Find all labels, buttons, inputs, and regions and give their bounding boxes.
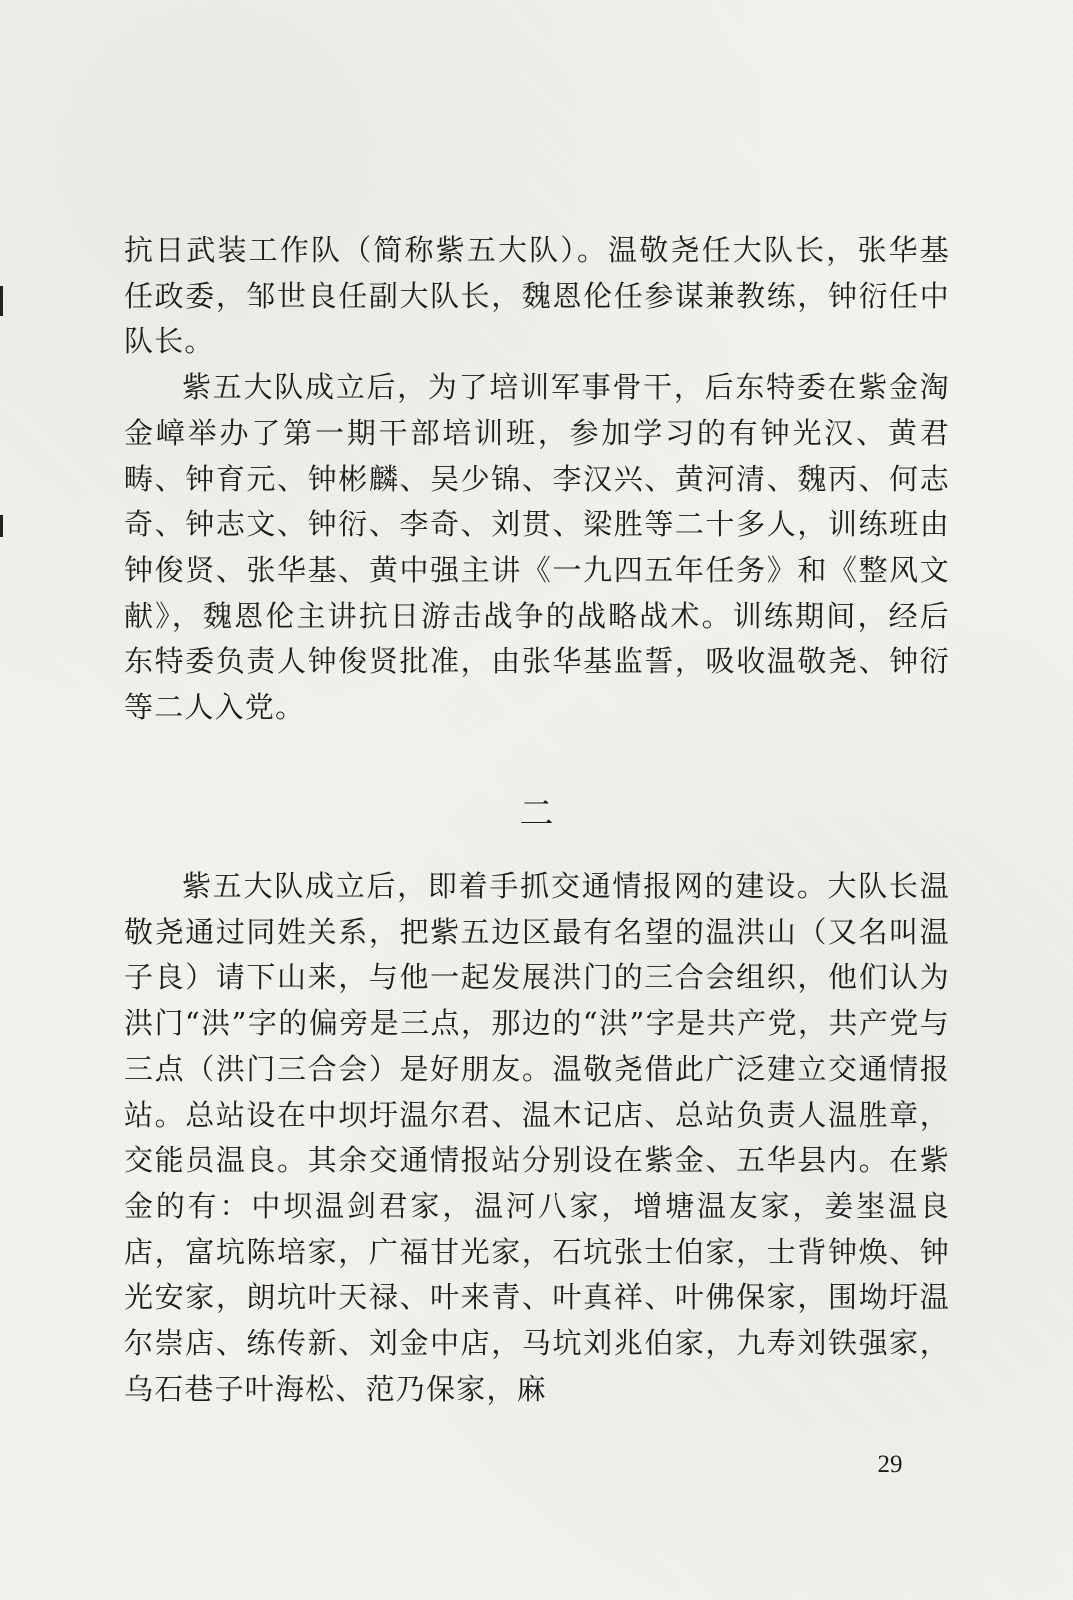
text-block-top	[124, 228, 950, 731]
scan-edge-mark	[0, 515, 3, 537]
section-heading: 二	[519, 794, 554, 834]
scan-edge-mark	[0, 286, 3, 316]
page-number: 29	[877, 1451, 903, 1478]
paragraph-intelligence-network: 紫五大队成立后，即着手抓交通情报网的建设。大队长温敬尧通过同姓关系，把紫五边区最有名望的温洪山（又名叫温子良）请下山来，与他一起发展洪门的三合会组织，他们认为洪门“洪”字的偏旁是三点，那边的“洪”字是共产党，共产党与三点（洪门三合会）是好朋友。温敬尧借此广泛建立交通情报站。总站设在中坝圩温尔君、温木记店、总站负责人温胜章，交能员温良。其余交通情报站分别设在紫金、五华县内。在紫金的有：中坝温剑君家，温河八家，增塘温友家，姜埊温良店，富坑陈培家，广福甘光家，石坑张士伯家，士背钟焕、钟光安家，朗坑叶天禄、叶来青、叶真祥、叶佛保家，围坳圩温尔崇店、练传新、刘金中店，马坑刘兆伯家，九寿刘铁强家，乌石巷子叶海松、范乃保家，麻	[124, 869, 950, 1406]
paragraph-continued: 抗日武装工作队（简称紫五大队）。温敬尧任大队长，张华基任政委，邹世良任副大队长，魏恩伦任参谋兼教练，钟衍任中队长。	[124, 233, 950, 359]
paragraph-training-class: 紫五大队成立后，为了培训军事骨干，后东特委在紫金淘金嶂举办了第一期干部培训班，参加学习的有钟光汉、黄君畴、钟育元、钟彬麟、吴少锦、李汉兴、黄河清、魏丙、何志奇、钟志文、钟衍、李奇、刘贯、梁胜等二十多人，训练班由钟俊贤、张华基、黄中强主讲《一九四五年任务》和《整风文献》，魏恩伦主讲抗日游击战争的战略战术。训练期间，经后东特委负责人钟俊贤批准，由张华基监誓，吸收温敬尧、钟衍等二人入党。	[124, 370, 950, 725]
text-block-bottom	[124, 864, 950, 1412]
